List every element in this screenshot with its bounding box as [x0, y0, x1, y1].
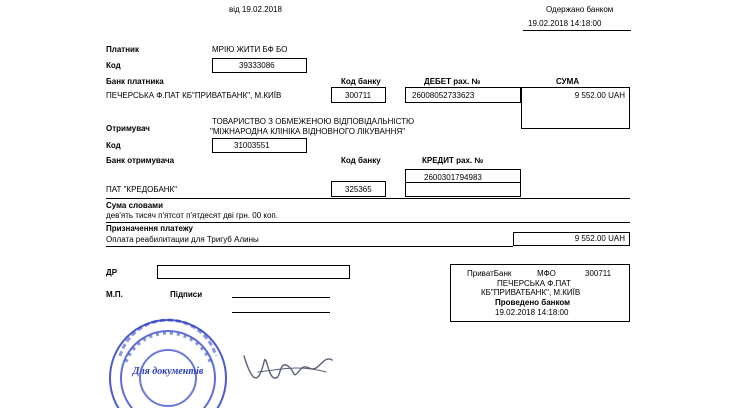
recipient-code: 31003551 [234, 141, 270, 150]
payer-bank-label: Банк платника [106, 77, 164, 86]
sum-value: 9 552.00 UAH [574, 91, 625, 100]
bank-stamp-branch-line2: КБ"ПРИВАТБАНК", М.КИЇВ [481, 288, 581, 297]
received-label: Одержано банком [546, 5, 614, 14]
payer-label: Платник [106, 45, 139, 54]
signatures-label: Підписи [170, 290, 203, 299]
section-divider-bottom [106, 246, 513, 247]
bank-stamp-processed-label: Проведено банком [495, 298, 571, 307]
recipient-bank-code-label: Код банку [341, 156, 381, 165]
dr-label: ДР [106, 268, 118, 277]
recipient-bank-label: Банк отримувача [106, 156, 175, 165]
bank-stamp-mfo-label: МФО [537, 269, 556, 278]
amount-words-label: Сума словами [106, 201, 164, 210]
signature-line-1 [232, 297, 330, 298]
recipient-label: Отримувач [106, 124, 150, 133]
sum-box [521, 87, 630, 129]
section-divider-top [106, 198, 630, 199]
dr-box [157, 265, 350, 279]
recipient-bank-code: 325365 [345, 185, 372, 194]
bank-stamp-bank: ПриватБанк [467, 269, 512, 278]
signature-line-2 [232, 312, 330, 313]
recipient-name-line2: "МІЖНАРОДНА КЛІНІКА ВІДНОВНОГО ЛІКУВАННЯ" [210, 127, 406, 136]
seal-ring-lettering [120, 320, 216, 362]
purpose-label: Призначення платежу [106, 224, 194, 233]
recipient-code-box [212, 138, 307, 153]
received-underline [523, 30, 631, 31]
bank-stamp-processed-date: 19.02.2018 14:18:00 [495, 308, 569, 317]
bank-stamp-branch-line1: ПЕЧЕРСЬКА Ф.ПАТ [497, 279, 571, 288]
purpose-sum: 9 552.00 UAH [574, 234, 625, 243]
recipient-name-line1: ТОВАРИСТВО З ОБМЕЖЕНОЮ ВІДПОВІДАЛЬНІСТЮ [212, 117, 415, 126]
credit-box-divider [405, 182, 521, 183]
debit-label: ДЕБЕТ рах. № [424, 77, 481, 86]
recipient-bank-code-box [331, 181, 386, 197]
sum-label: СУМА [556, 77, 580, 86]
purpose-text: Оплата реабилитации для Тригуб Алины [106, 235, 259, 244]
payer-name: МРІЮ ЖИТИ БФ БО [212, 45, 288, 54]
payer-code-label: Код [106, 61, 121, 70]
document-date: від 19.02.2018 [229, 5, 282, 14]
received-date: 19.02.2018 14:18:00 [528, 19, 602, 28]
bank-stamp-box [450, 264, 630, 322]
payer-bank-code-label: Код банку [341, 77, 381, 86]
debit-account: 26008052733623 [412, 91, 475, 100]
payer-code: 39333086 [239, 61, 275, 70]
amount-words-text: дев'ять тисяч п'ятсот п'ятдесят дві грн. 00 коп. [106, 211, 278, 220]
section-divider-mid [106, 222, 630, 223]
purpose-sum-box [513, 232, 630, 246]
organization-seal [98, 318, 244, 408]
seal-center-text: Для документів [132, 366, 204, 377]
payer-code-box [212, 58, 307, 73]
debit-account-box [405, 87, 521, 103]
payer-bank-code: 300711 [345, 91, 372, 100]
mp-label: М.П. [106, 290, 123, 299]
credit-account-box [405, 169, 521, 197]
bank-stamp-mfo: 300711 [585, 269, 612, 278]
seal-rings [110, 320, 226, 408]
recipient-code-label: Код [106, 141, 121, 150]
handwritten-signature [238, 342, 338, 392]
payer-bank-code-box [331, 87, 386, 103]
recipient-bank-name: ПАТ "КРЕДОБАНК" [106, 185, 178, 194]
credit-account: 2600301794983 [424, 173, 482, 182]
credit-label: КРЕДИТ рах. № [422, 156, 484, 165]
payer-bank-name: ПЕЧЕРСЬКА Ф.ПАТ КБ"ПРИВАТБАНК", М.КИЇВ [106, 91, 282, 100]
